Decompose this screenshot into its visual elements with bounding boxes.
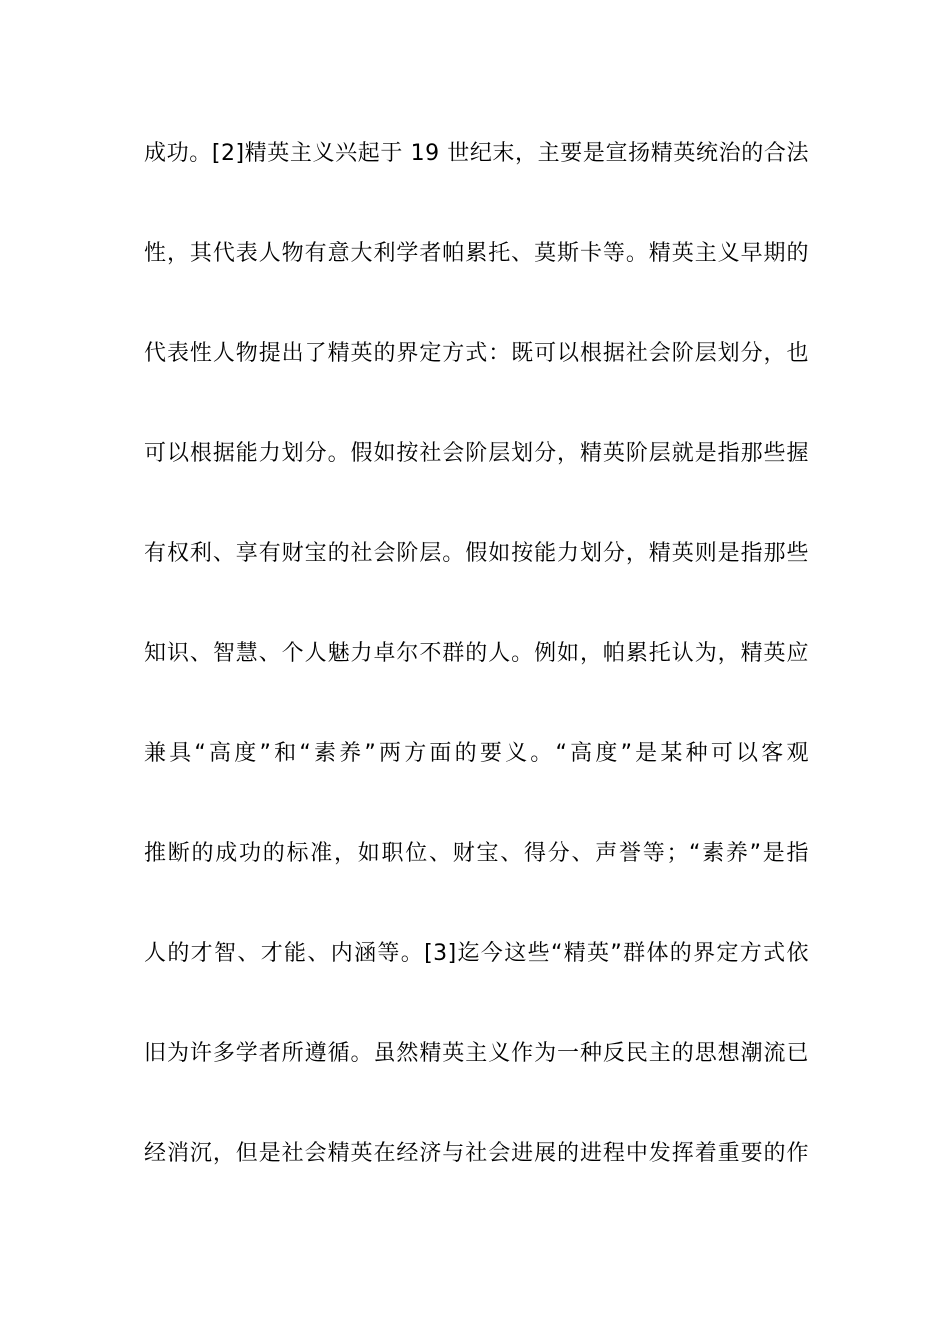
paragraph-line-10: 旧为许多学者所遵循。虽然精英主义作为一种反民主的思想潮流已 xyxy=(144,1041,809,1066)
paragraph-line-9: 人的才智、才能、内涵等。[3]迄今这些“精英”群体的界定方式依 xyxy=(144,941,809,966)
paragraph-line-6: 知识、智慧、个人魅力卓尔不群的人。例如，帕累托认为，精英应 xyxy=(144,641,809,666)
paragraph-line-1: 成功。[2]精英主义兴起于 19 世纪末，主要是宣扬精英统治的合法 xyxy=(144,141,809,166)
paragraph-line-8: 推断的成功的标准，如职位、财宝、得分、声誉等；“素养”是指 xyxy=(144,841,809,866)
paragraph-line-2: 性，其代表人物有意大利学者帕累托、莫斯卡等。精英主义早期的 xyxy=(144,241,809,266)
paragraph-line-7: 兼具“高度”和“素养”两方面的要义。“高度”是某种可以客观 xyxy=(144,741,809,766)
paragraph-line-5: 有权利、享有财宝的社会阶层。假如按能力划分，精英则是指那些 xyxy=(144,541,809,566)
paragraph-line-11: 经消沉，但是社会精英在经济与社会进展的进程中发挥着重要的作 xyxy=(144,1141,809,1166)
body-paragraph xyxy=(144,132,809,1232)
paragraph-line-4: 可以根据能力划分。假如按社会阶层划分，精英阶层就是指那些握 xyxy=(144,441,809,466)
paragraph-line-3: 代表性人物提出了精英的界定方式：既可以根据社会阶层划分，也 xyxy=(144,341,809,366)
